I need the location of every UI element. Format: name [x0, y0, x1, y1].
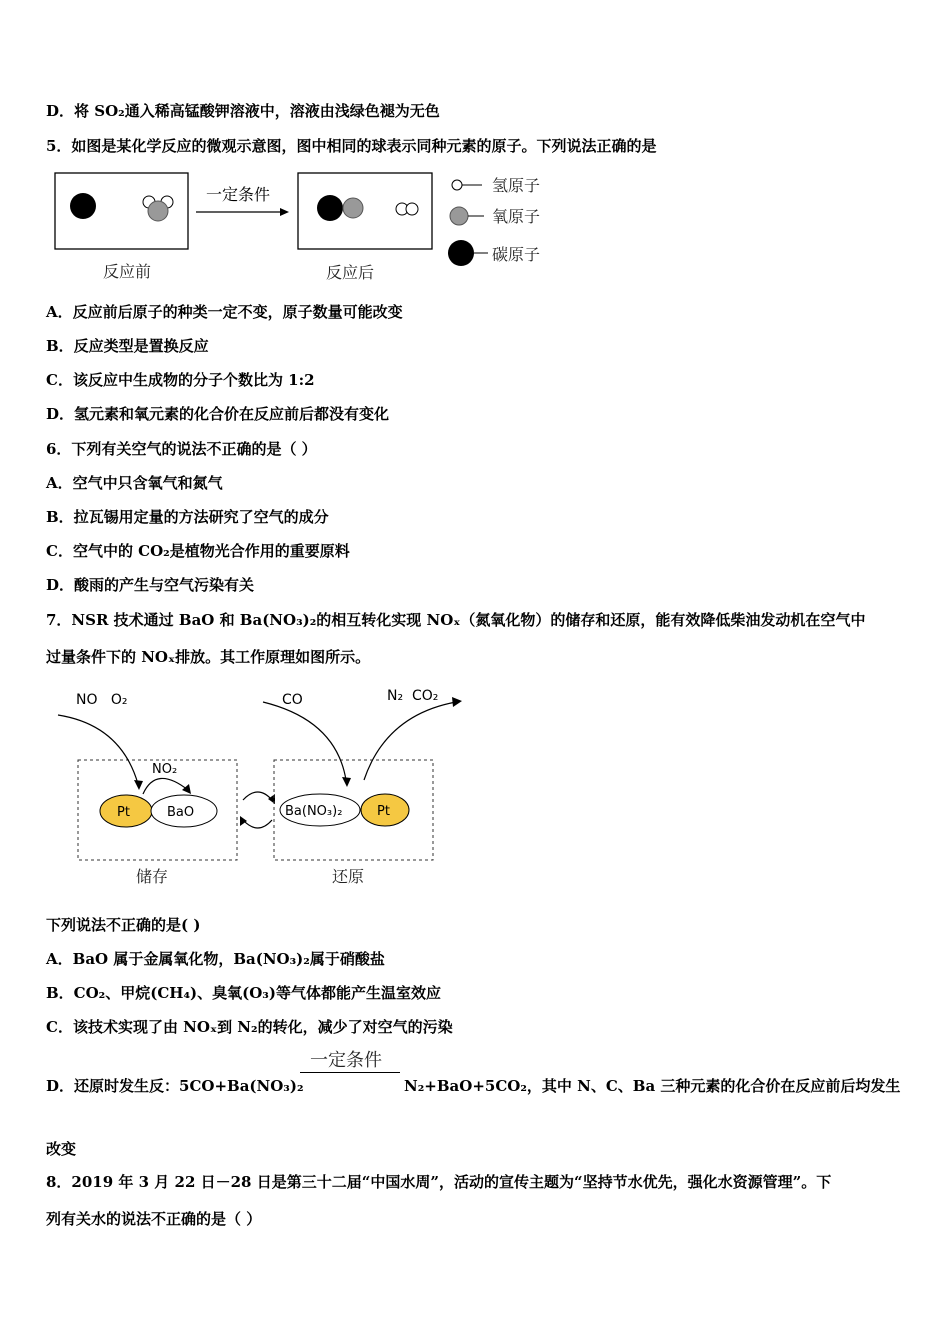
legend-hydrogen-icon	[452, 180, 462, 190]
co-label: CO	[282, 692, 303, 708]
bao-label: BaO	[167, 805, 195, 820]
q6-option-a: A．空气中只含氧气和氮气	[46, 474, 223, 492]
q5-stem: 5．如图是某化学反应的微观示意图，图中相同的球表示同种元素的原子。下列说法正确的是	[46, 137, 657, 155]
oxygen-atom	[148, 201, 168, 221]
hydrogen-atom	[406, 203, 418, 215]
legend-carbon-icon	[448, 240, 474, 266]
carbon-atom	[317, 195, 343, 221]
legend-oxygen-icon	[450, 207, 468, 225]
no2-arrow	[143, 778, 188, 794]
q5-option-a: A．反应前后原子的种类一定不变，原子数量可能改变	[46, 303, 403, 321]
q6-option-d: D．酸雨的产生与空气污染有关	[46, 576, 255, 594]
q7-option-a: A．BaO 属于金属氧化物，Ba(NO₃)₂属于硝酸盐	[46, 950, 385, 968]
q6-option-b: B．拉瓦锡用定量的方法研究了空气的成分	[46, 508, 329, 526]
q7-option-b: B．CO₂、甲烷(CH₄)、臭氧(O₃)等气体都能产生温室效应	[46, 984, 441, 1002]
storage-label: 储存	[136, 867, 169, 886]
q5-option-b: B．反应类型是置换反应	[46, 337, 209, 355]
pt-label-left: Pt	[117, 805, 130, 820]
q8-stem-line1: 8．2019 年 3 月 22 日－28 日是第三十二届“中国水周”，活动的宣传主题为“坚持节水优先，强化水资源管理”。下	[46, 1173, 832, 1191]
q7-stem-line2: 过量条件下的 NOₓ排放。其工作原理如图所示。	[46, 648, 371, 666]
oxygen-atom	[343, 198, 363, 218]
q7-question: 下列说法不正确的是( )	[46, 916, 201, 934]
q6-option-c: C．空气中的 CO₂是植物光合作用的重要原料	[46, 542, 350, 560]
legend-carbon-label: 碳原子	[492, 245, 541, 264]
legend-oxygen-label: 氧原子	[492, 207, 541, 226]
q5-option-c: C．该反应中生成物的分子个数比为 1:2	[46, 371, 315, 389]
no-o2-label: NO O₂	[76, 692, 128, 708]
cycle-arrow-top	[243, 792, 272, 800]
no2-label: NO₂	[152, 762, 178, 777]
input-arrow	[58, 715, 138, 784]
q4-option-d: D．将 SO₂通入稀高锰酸钾溶液中，溶液由浅绿色褪为无色	[46, 102, 440, 120]
cycle-arrow-bottom	[243, 820, 272, 828]
q7-nsr-figure	[46, 680, 476, 892]
q7-option-d-equation-line	[300, 1072, 400, 1073]
legend-hydrogen-label: 氢原子	[492, 176, 541, 195]
q5-option-d: D．氢元素和氧元素的化合价在反应前后都没有变化	[46, 405, 390, 423]
n2-co2-label: N₂ CO₂	[387, 688, 439, 704]
after-label: 反应后	[326, 263, 375, 282]
carbon-atom	[70, 193, 96, 219]
q7-option-d-condition: 一定条件	[310, 1050, 382, 1071]
q7-option-c: C．该技术实现了由 NOₓ到 N₂的转化，减少了对空气的污染	[46, 1018, 453, 1036]
pt-label-right: Pt	[377, 804, 390, 819]
q7-option-d-right: N₂+BaO+5CO₂，其中 N、C、Ba 三种元素的化合价在反应前后均发生	[404, 1077, 901, 1095]
q7-option-d-left: D．还原时发生反：5CO+Ba(NO₃)₂	[46, 1077, 304, 1095]
q7-stem-line1: 7．NSR 技术通过 BaO 和 Ba(NO₃)₂的相互转化实现 NOₓ（氮氧化物）的储存和还原，能有效降低柴油发动机在空气中	[46, 611, 866, 629]
before-label: 反应前	[103, 262, 152, 281]
output-arrow	[364, 702, 456, 780]
reduction-label: 还原	[332, 867, 365, 886]
q8-stem-line2: 列有关水的说法不正确的是（ ）	[46, 1210, 262, 1228]
ba-no3-label: Ba(NO₃)₂	[285, 804, 343, 819]
condition-label: 一定条件	[206, 185, 271, 204]
q7-option-d-cont: 改变	[46, 1140, 77, 1158]
co-arrow	[263, 702, 346, 780]
q5-reaction-figure	[46, 168, 566, 288]
q6-stem: 6．下列有关空气的说法不正确的是（ ）	[46, 440, 317, 458]
